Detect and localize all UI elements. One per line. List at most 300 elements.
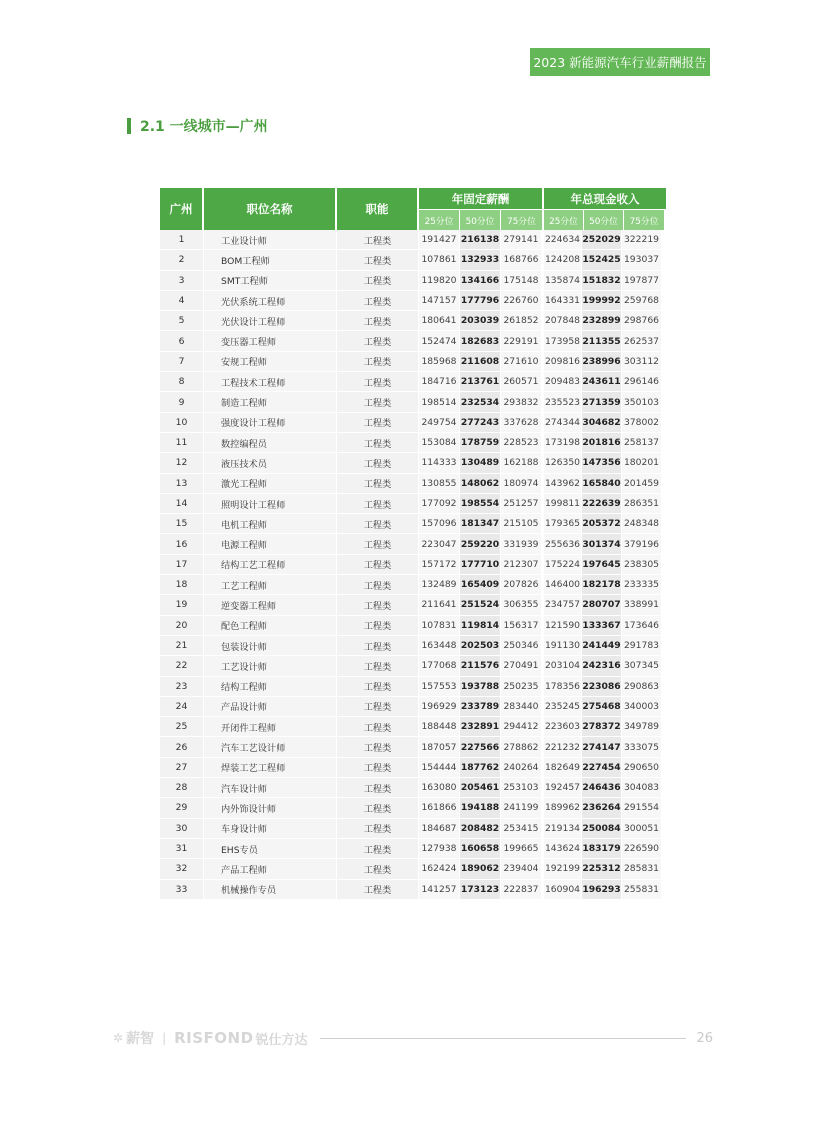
table-row: [160, 677, 666, 697]
fixed-p25: 196929: [419, 697, 460, 716]
fixed-p50: 165409: [460, 575, 501, 594]
function: 工程类: [337, 392, 419, 411]
page-number: 26: [696, 1030, 713, 1046]
fixed-p50: 198554: [460, 494, 501, 513]
fixed-p25: 157172: [419, 555, 460, 574]
fixed-p75: 222837: [501, 880, 542, 899]
cash-p75: 248348: [622, 514, 662, 533]
position-name: 工业设计师: [204, 230, 337, 249]
function: 工程类: [337, 758, 419, 777]
cash-p75: 379196: [622, 534, 662, 553]
fixed-p75: 229191: [501, 331, 542, 350]
position-name: 变压器工程师: [204, 331, 337, 350]
fixed-p75: 180974: [501, 474, 542, 493]
cash-p75: 286351: [622, 494, 662, 513]
fixed-p50: 213761: [460, 372, 501, 391]
row-number: 8: [160, 372, 204, 391]
row-number: 17: [160, 555, 204, 574]
p25-header: 25分位: [419, 210, 460, 230]
fixed-p50: 232534: [460, 392, 501, 411]
position-name: 结构工艺工程师: [204, 555, 337, 574]
cash-p75: 322219: [622, 230, 662, 249]
cash-p75: 349789: [622, 717, 662, 736]
cash-p75: 285831: [622, 859, 662, 878]
function: 工程类: [337, 311, 419, 330]
table-row: [160, 697, 666, 717]
p75-header: 75分位: [624, 210, 664, 230]
fixed-p25: 132489: [419, 575, 460, 594]
fixed-p50: 189062: [460, 859, 501, 878]
function: 工程类: [337, 697, 419, 716]
cash-p50: 243611: [582, 372, 622, 391]
logo-divider: |: [162, 1031, 167, 1045]
row-number: 21: [160, 636, 204, 655]
cash-p25: 175224: [542, 555, 582, 574]
cash-p75: 262537: [622, 331, 662, 350]
table-row: [160, 859, 666, 879]
total-cash-title: 年总现金收入: [544, 188, 666, 210]
cash-p50: 223086: [582, 677, 622, 696]
position-name: 光伏设计工程师: [204, 311, 337, 330]
table-row: [160, 758, 666, 778]
page-footer: [113, 1027, 713, 1049]
cash-p75: 350103: [622, 392, 662, 411]
fixed-p75: 270491: [501, 656, 542, 675]
cash-p25: 126350: [542, 453, 582, 472]
fixed-p75: 228523: [501, 433, 542, 452]
fixed-p75: 241199: [501, 798, 542, 817]
fixed-p25: 119820: [419, 271, 460, 290]
cash-p50: 232899: [582, 311, 622, 330]
table-row: [160, 250, 666, 270]
position-name: 车身设计师: [204, 819, 337, 838]
fixed-p75: 294412: [501, 717, 542, 736]
fixed-p25: 147157: [419, 291, 460, 310]
cash-p25: 135874: [542, 271, 582, 290]
table-row: [160, 839, 666, 859]
table-row: [160, 230, 666, 250]
function: 工程类: [337, 575, 419, 594]
row-number: 31: [160, 839, 204, 858]
row-number: 30: [160, 819, 204, 838]
row-number: 2: [160, 250, 204, 269]
function: 工程类: [337, 880, 419, 899]
fixed-p25: 249754: [419, 413, 460, 432]
cash-p50: 246436: [582, 778, 622, 797]
fixed-p25: 161866: [419, 798, 460, 817]
position-name: 配色工程师: [204, 616, 337, 635]
cash-p75: 255831: [622, 880, 662, 899]
cash-p50: 205372: [582, 514, 622, 533]
fixed-p50: 227566: [460, 737, 501, 756]
fixed-p25: 163080: [419, 778, 460, 797]
table-row: [160, 474, 666, 494]
fixed-p25: 130855: [419, 474, 460, 493]
fixed-p75: 226760: [501, 291, 542, 310]
row-number: 26: [160, 737, 204, 756]
cash-p25: 143962: [542, 474, 582, 493]
function: 工程类: [337, 555, 419, 574]
fixed-p50: 134166: [460, 271, 501, 290]
cash-p25: 209816: [542, 352, 582, 371]
cash-p25: 160904: [542, 880, 582, 899]
table-row: [160, 271, 666, 291]
cash-p25: 224634: [542, 230, 582, 249]
fixed-p25: 177092: [419, 494, 460, 513]
fixed-p25: 107861: [419, 250, 460, 269]
cash-p75: 291554: [622, 798, 662, 817]
fixed-p25: 211641: [419, 595, 460, 614]
fixed-p75: 250235: [501, 677, 542, 696]
fixed-p75: 207826: [501, 575, 542, 594]
position-name: 焊装工艺工程师: [204, 758, 337, 777]
fixed-p50: 211576: [460, 656, 501, 675]
fixed-p75: 306355: [501, 595, 542, 614]
cash-p75: 193037: [622, 250, 662, 269]
cash-p25: 199811: [542, 494, 582, 513]
fixed-p50: 119814: [460, 616, 501, 635]
fixed-p50: 232891: [460, 717, 501, 736]
cash-p50: 280707: [582, 595, 622, 614]
cash-p75: 291783: [622, 636, 662, 655]
function: 工程类: [337, 433, 419, 452]
cash-p50: 133367: [582, 616, 622, 635]
function: 工程类: [337, 737, 419, 756]
table-row: [160, 433, 666, 453]
cash-p25: 121590: [542, 616, 582, 635]
fixed-p25: 184687: [419, 819, 460, 838]
fixed-p50: 277243: [460, 413, 501, 432]
row-number: 12: [160, 453, 204, 472]
cash-p25: 207848: [542, 311, 582, 330]
cash-p50: 151832: [582, 271, 622, 290]
position-name: 汽车设计师: [204, 778, 337, 797]
fixed-p50: 182683: [460, 331, 501, 350]
fixed-p25: 162424: [419, 859, 460, 878]
cash-p25: 182649: [542, 758, 582, 777]
function: 工程类: [337, 677, 419, 696]
position-name: 照明设计工程师: [204, 494, 337, 513]
table-row: [160, 778, 666, 798]
fixed-p50: 177710: [460, 555, 501, 574]
cash-p25: 178356: [542, 677, 582, 696]
function: 工程类: [337, 494, 419, 513]
fixed-p50: 216138: [460, 230, 501, 249]
risfond-cn-logo: 锐仕方达: [255, 1032, 308, 1048]
fixed-p50: 202503: [460, 636, 501, 655]
cash-p50: 236264: [582, 798, 622, 817]
cash-p75: 340003: [622, 697, 662, 716]
function: 工程类: [337, 250, 419, 269]
cash-p50: 225312: [582, 859, 622, 878]
cash-p75: 201459: [622, 474, 662, 493]
fixed-p50: 194188: [460, 798, 501, 817]
fixed-p25: 163448: [419, 636, 460, 655]
fixed-p25: 187057: [419, 737, 460, 756]
cash-p25: 274344: [542, 413, 582, 432]
cash-p25: 192199: [542, 859, 582, 878]
row-number: 18: [160, 575, 204, 594]
row-number: 33: [160, 880, 204, 899]
total-cash-group: [544, 188, 666, 230]
fixed-p25: 188448: [419, 717, 460, 736]
fixed-p75: 260571: [501, 372, 542, 391]
cash-p50: 199992: [582, 291, 622, 310]
cash-p75: 290863: [622, 677, 662, 696]
fixed-p50: 178759: [460, 433, 501, 452]
row-number: 10: [160, 413, 204, 432]
fixed-p50: 251524: [460, 595, 501, 614]
position-name: 电机工程师: [204, 514, 337, 533]
xinzhi-logo-icon: ✲: [113, 1031, 124, 1045]
position-name: 工程技术工程师: [204, 372, 337, 391]
fixed-p50: 148062: [460, 474, 501, 493]
fixed-p25: 180641: [419, 311, 460, 330]
section-title: [127, 117, 268, 135]
fixed-p50: 177796: [460, 291, 501, 310]
function: 工程类: [337, 656, 419, 675]
cash-p50: 211355: [582, 331, 622, 350]
table-row: [160, 555, 666, 575]
position-name: 内外饰设计师: [204, 798, 337, 817]
function: 工程类: [337, 819, 419, 838]
table-row: [160, 636, 666, 656]
position-name: 包装设计师: [204, 636, 337, 655]
p50-header: 50分位: [584, 210, 624, 230]
table-row: [160, 311, 666, 331]
function: 工程类: [337, 291, 419, 310]
fixed-p75: 175148: [501, 271, 542, 290]
xinzhi-logo: ✲ 薪智: [113, 1031, 155, 1047]
fixed-p50: 259220: [460, 534, 501, 553]
fixed-p75: 271610: [501, 352, 542, 371]
fixed-p25: 198514: [419, 392, 460, 411]
cash-p75: 233335: [622, 575, 662, 594]
cash-p25: 219134: [542, 819, 582, 838]
row-number: 24: [160, 697, 204, 716]
risfond-logo: RISFOND: [174, 1029, 254, 1047]
function: 工程类: [337, 453, 419, 472]
row-number: 5: [160, 311, 204, 330]
section-title-text: 2.1 一线城市—广州: [140, 119, 268, 135]
table-header: [160, 188, 666, 230]
function: 工程类: [337, 372, 419, 391]
cash-p25: 203104: [542, 656, 582, 675]
position-name: 工艺工程师: [204, 575, 337, 594]
fixed-p50: 132933: [460, 250, 501, 269]
cash-p75: 290650: [622, 758, 662, 777]
fixed-p25: 191427: [419, 230, 460, 249]
cash-p50: 165840: [582, 474, 622, 493]
fixed-p50: 181347: [460, 514, 501, 533]
cash-p25: 235245: [542, 697, 582, 716]
fixed-p25: 127938: [419, 839, 460, 858]
cash-p25: 189962: [542, 798, 582, 817]
cash-p75: 259768: [622, 291, 662, 310]
cash-p75: 296146: [622, 372, 662, 391]
table-row: [160, 737, 666, 757]
function: 工程类: [337, 514, 419, 533]
fixed-p25: 157553: [419, 677, 460, 696]
cash-p75: 226590: [622, 839, 662, 858]
table-row: [160, 534, 666, 554]
fixed-p50: 173123: [460, 880, 501, 899]
cash-p75: 333075: [622, 737, 662, 756]
position-name: SMT工程师: [204, 271, 337, 290]
fixed-p50: 193788: [460, 677, 501, 696]
table-row: [160, 656, 666, 676]
cash-p50: 252029: [582, 230, 622, 249]
cash-p25: 209483: [542, 372, 582, 391]
function: 工程类: [337, 778, 419, 797]
row-number: 3: [160, 271, 204, 290]
position-name: EHS专员: [204, 839, 337, 858]
function: 工程类: [337, 331, 419, 350]
fixed-p75: 261852: [501, 311, 542, 330]
cash-p25: 146400: [542, 575, 582, 594]
report-title-tag: 2023 新能源汽车行业薪酬报告: [530, 48, 710, 76]
function: 工程类: [337, 534, 419, 553]
cash-p75: 300051: [622, 819, 662, 838]
fixed-p75: 168766: [501, 250, 542, 269]
cash-p25: 221232: [542, 737, 582, 756]
cash-p25: 235523: [542, 392, 582, 411]
cash-p25: 124208: [542, 250, 582, 269]
fixed-p25: 154444: [419, 758, 460, 777]
function: 工程类: [337, 798, 419, 817]
table-row: [160, 819, 666, 839]
cash-p75: 173646: [622, 616, 662, 635]
cash-p25: 173958: [542, 331, 582, 350]
row-number: 23: [160, 677, 204, 696]
fixed-p25: 152474: [419, 331, 460, 350]
function: 工程类: [337, 616, 419, 635]
function: 工程类: [337, 413, 419, 432]
fixed-p75: 253415: [501, 819, 542, 838]
cash-p25: 173198: [542, 433, 582, 452]
position-name: 光伏系统工程师: [204, 291, 337, 310]
salary-table: [160, 188, 666, 900]
cash-p50: 301374: [582, 534, 622, 553]
p25-header: 25分位: [544, 210, 584, 230]
cash-p75: 378002: [622, 413, 662, 432]
fixed-p50: 211608: [460, 352, 501, 371]
function: 工程类: [337, 717, 419, 736]
fixed-p75: 279141: [501, 230, 542, 249]
table-row: [160, 331, 666, 351]
row-number: 6: [160, 331, 204, 350]
row-number: 7: [160, 352, 204, 371]
cash-p25: 223603: [542, 717, 582, 736]
function: 工程类: [337, 352, 419, 371]
position-name: 产品工程师: [204, 859, 337, 878]
function: 工程类: [337, 230, 419, 249]
function: 工程类: [337, 636, 419, 655]
fixed-p75: 293832: [501, 392, 542, 411]
cash-p75: 258137: [622, 433, 662, 452]
table-row: [160, 575, 666, 595]
cash-p50: 238996: [582, 352, 622, 371]
function-header: 职能: [337, 188, 419, 230]
fixed-p25: 177068: [419, 656, 460, 675]
row-number: 25: [160, 717, 204, 736]
fixed-p50: 205461: [460, 778, 501, 797]
table-row: [160, 372, 666, 392]
row-number: 14: [160, 494, 204, 513]
cash-p75: 304083: [622, 778, 662, 797]
fixed-p50: 233789: [460, 697, 501, 716]
row-number: 1: [160, 230, 204, 249]
cash-p50: 274147: [582, 737, 622, 756]
cash-p50: 278372: [582, 717, 622, 736]
cash-p75: 197877: [622, 271, 662, 290]
fixed-salary-group: [419, 188, 544, 230]
table-row: [160, 453, 666, 473]
fixed-p75: 331939: [501, 534, 542, 553]
table-row: [160, 595, 666, 615]
row-number: 20: [160, 616, 204, 635]
fixed-p75: 250346: [501, 636, 542, 655]
cash-p75: 338991: [622, 595, 662, 614]
cash-p75: 307345: [622, 656, 662, 675]
row-number: 19: [160, 595, 204, 614]
position-name: 机械操作专员: [204, 880, 337, 899]
fixed-p75: 337628: [501, 413, 542, 432]
fixed-p75: 240264: [501, 758, 542, 777]
cash-p25: 234757: [542, 595, 582, 614]
fixed-p25: 184716: [419, 372, 460, 391]
position-name: 制造工程师: [204, 392, 337, 411]
section-marker: [127, 118, 131, 134]
row-number: 4: [160, 291, 204, 310]
fixed-p25: 114333: [419, 453, 460, 472]
position-name: 电源工程师: [204, 534, 337, 553]
fixed-p75: 239404: [501, 859, 542, 878]
fixed-p50: 203039: [460, 311, 501, 330]
fixed-p25: 185968: [419, 352, 460, 371]
fixed-p75: 215105: [501, 514, 542, 533]
cash-p75: 180201: [622, 453, 662, 472]
p50-header: 50分位: [460, 210, 501, 230]
function: 工程类: [337, 474, 419, 493]
cash-p25: 191130: [542, 636, 582, 655]
cash-p50: 275468: [582, 697, 622, 716]
position-name: 激光工程师: [204, 474, 337, 493]
table-row: [160, 291, 666, 311]
fixed-p75: 212307: [501, 555, 542, 574]
fixed-p25: 223047: [419, 534, 460, 553]
fixed-p75: 253103: [501, 778, 542, 797]
table-row: [160, 514, 666, 534]
position-name: 安规工程师: [204, 352, 337, 371]
table-row: [160, 717, 666, 737]
cash-p25: 179365: [542, 514, 582, 533]
cash-p50: 182178: [582, 575, 622, 594]
position-name: 结构工程师: [204, 677, 337, 696]
fixed-p25: 141257: [419, 880, 460, 899]
fixed-p25: 107831: [419, 616, 460, 635]
cash-p50: 152425: [582, 250, 622, 269]
row-number: 27: [160, 758, 204, 777]
fixed-p75: 199665: [501, 839, 542, 858]
fixed-p50: 187762: [460, 758, 501, 777]
footer-rule: [320, 1038, 687, 1039]
cash-p75: 298766: [622, 311, 662, 330]
row-number: 16: [160, 534, 204, 553]
row-number: 32: [160, 859, 204, 878]
row-number: 15: [160, 514, 204, 533]
cash-p50: 196293: [582, 880, 622, 899]
